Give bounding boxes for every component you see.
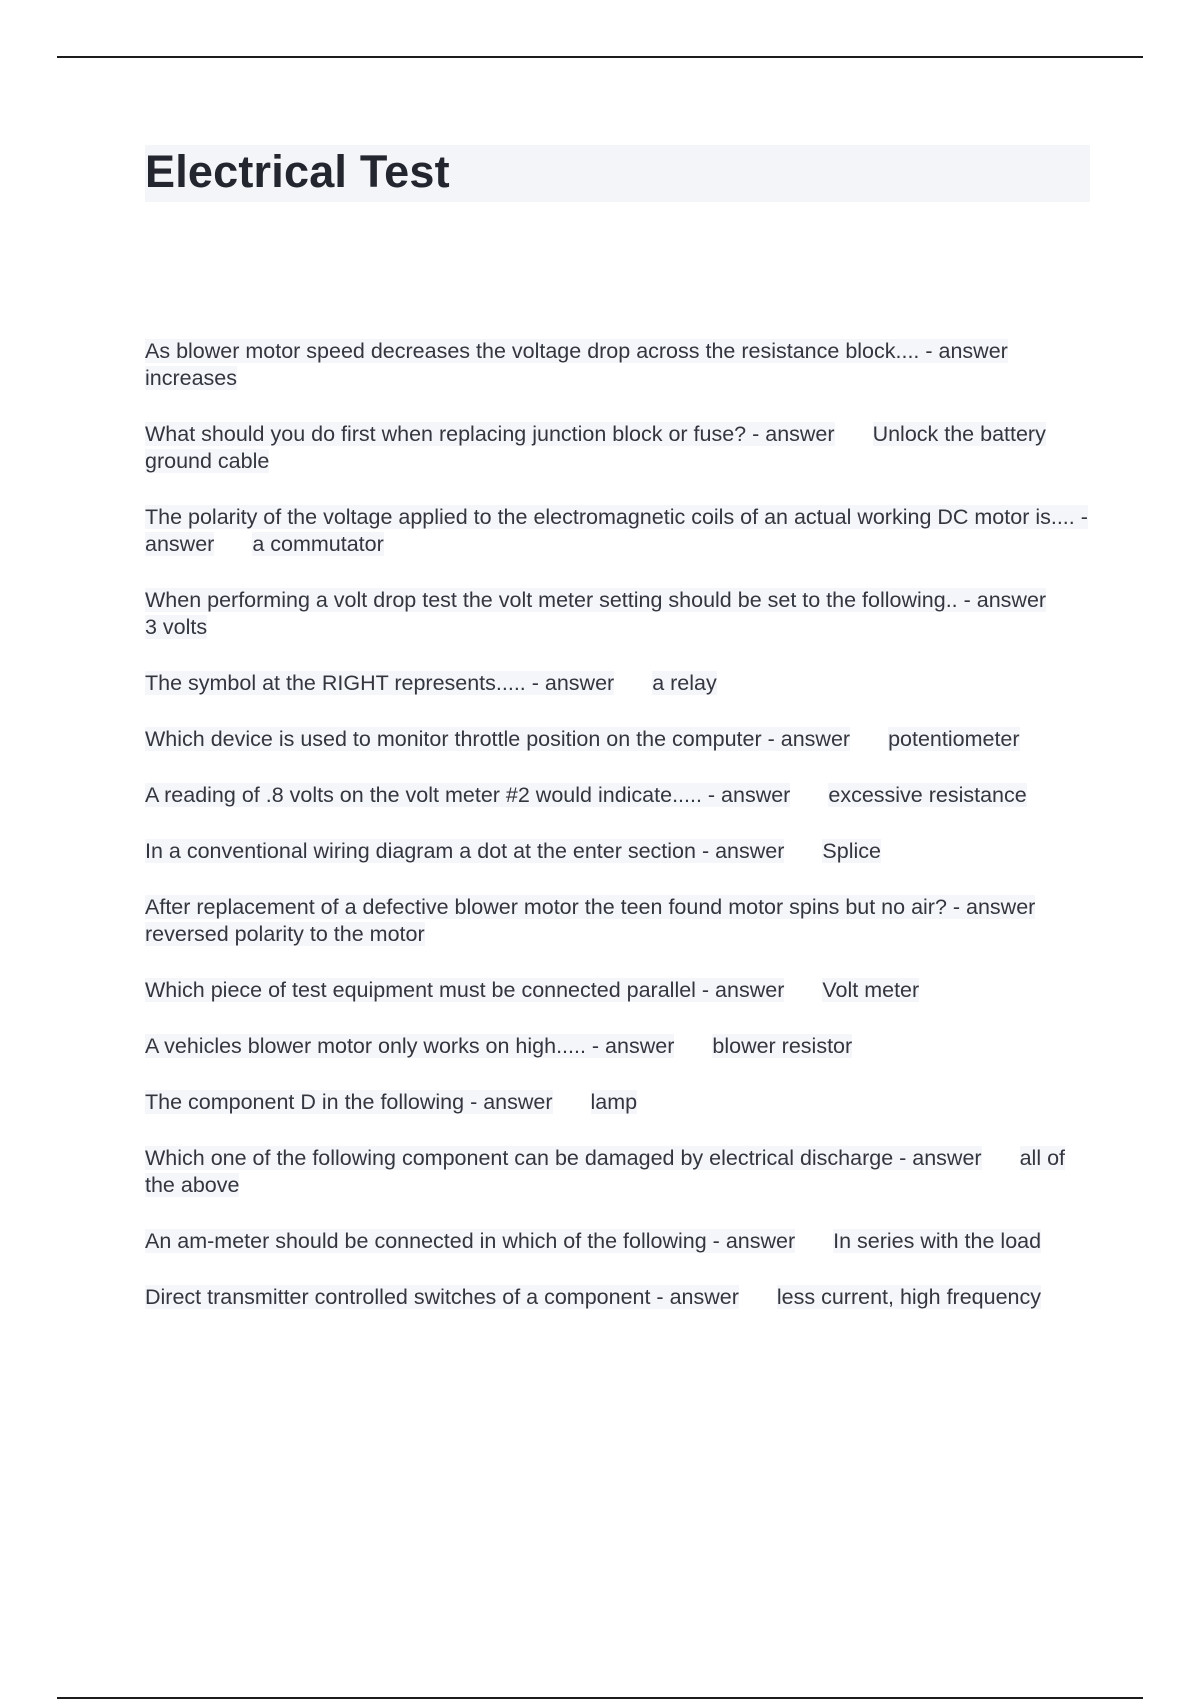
- question-text: The component D in the following - answer: [145, 1090, 553, 1114]
- qa-item: [145, 504, 1095, 558]
- question-text: A vehicles blower motor only works on high..... - answer: [145, 1034, 675, 1058]
- question-text: Which piece of test equipment must be connected parallel - answer: [145, 978, 785, 1002]
- bottom-rule: [57, 1697, 1143, 1699]
- question-text: Which device is used to monitor throttle position on the computer - answer: [145, 727, 851, 751]
- question-text: In a conventional wiring diagram a dot at the enter section - answer: [145, 839, 785, 863]
- answer-text: excessive resistance: [828, 783, 1027, 807]
- qa-item: [145, 1228, 1095, 1255]
- answer-text: Volt meter: [822, 978, 920, 1002]
- question-text: As blower motor speed decreases the voltage drop across the resistance block.... - answer: [145, 339, 1008, 363]
- qa-item: [145, 1145, 1095, 1199]
- title-block: [145, 145, 1090, 202]
- document-title: Electrical Test: [145, 146, 450, 197]
- answer-text: a commutator: [252, 532, 384, 556]
- answer-text: increases: [145, 366, 238, 390]
- question-list: [145, 338, 1095, 1340]
- qa-item: [145, 421, 1095, 475]
- answer-text: less current, high frequency: [776, 1285, 1041, 1309]
- qa-item: [145, 894, 1095, 948]
- answer-text: Unlock the battery ground cable: [145, 422, 1046, 473]
- question-text: An am-meter should be connected in which of the following - answer: [145, 1229, 796, 1253]
- qa-item: [145, 1284, 1095, 1311]
- qa-item: [145, 782, 1095, 809]
- qa-item: [145, 587, 1095, 641]
- qa-item: [145, 338, 1095, 392]
- answer-text: a relay: [652, 671, 717, 695]
- question-text: When performing a volt drop test the volt meter setting should be set to the following.. - answer: [145, 588, 1047, 612]
- answer-text: lamp: [590, 1090, 638, 1114]
- answer-text: potentiometer: [888, 727, 1020, 751]
- qa-item: [145, 977, 1095, 1004]
- qa-item: [145, 726, 1095, 753]
- top-rule: [57, 56, 1143, 58]
- qa-item: [145, 838, 1095, 865]
- answer-text: Splice: [822, 839, 881, 863]
- answer-text: reversed polarity to the motor: [145, 922, 425, 946]
- question-text: The polarity of the voltage applied to the electromagnetic coils of an actual working DC motor is.... - answer: [145, 505, 1088, 556]
- answer-text: blower resistor: [712, 1034, 853, 1058]
- question-text: A reading of .8 volts on the volt meter #2 would indicate..... - answer: [145, 783, 791, 807]
- question-text: The symbol at the RIGHT represents..... - answer: [145, 671, 615, 695]
- question-text: Which one of the following component can be damaged by electrical discharge - answer: [145, 1146, 982, 1170]
- question-text: After replacement of a defective blower motor the teen found motor spins but no air? - answer: [145, 895, 1036, 919]
- question-text: What should you do first when replacing junction block or fuse? - answer: [145, 422, 835, 446]
- qa-item: [145, 670, 1095, 697]
- answer-text: In series with the load: [833, 1229, 1042, 1253]
- qa-item: [145, 1033, 1095, 1060]
- answer-text: all of the above: [145, 1146, 1066, 1197]
- question-text: Direct transmitter controlled switches of a component - answer: [145, 1285, 739, 1309]
- qa-item: [145, 1089, 1095, 1116]
- answer-text: 3 volts: [145, 615, 208, 639]
